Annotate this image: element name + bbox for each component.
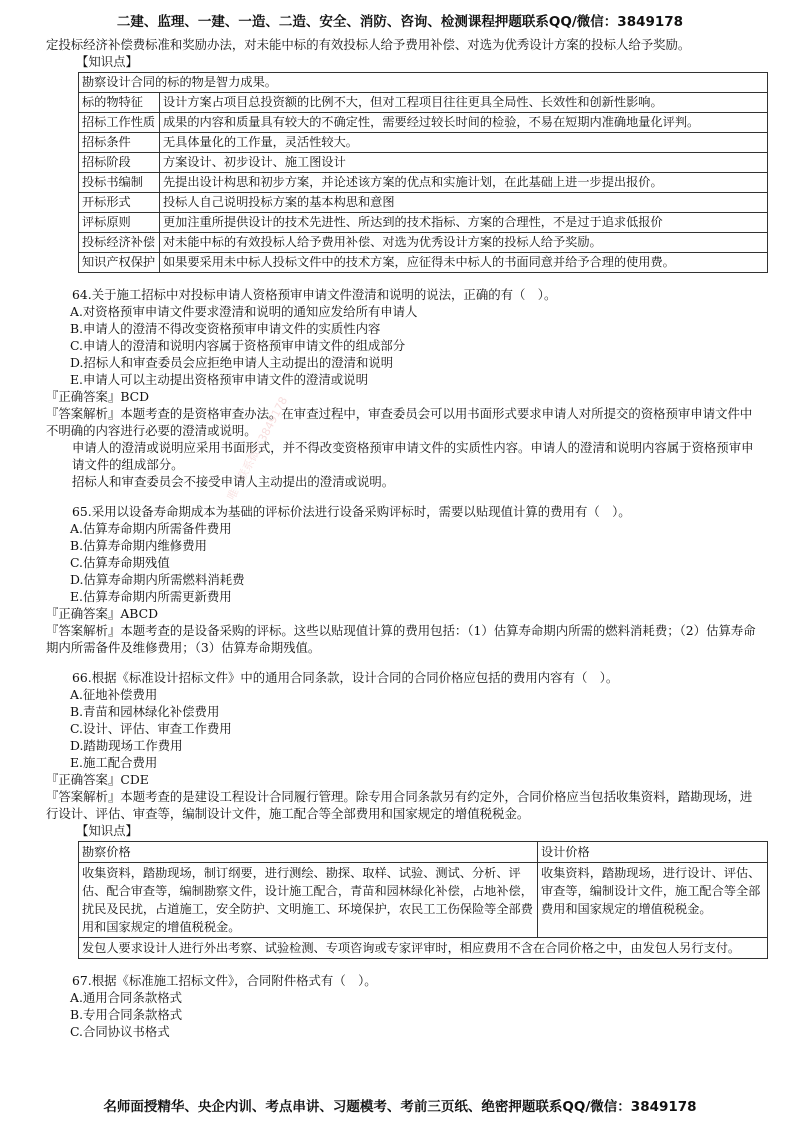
question-stem: 64.关于施工招标中对投标申请人资格预审申请文件澄清和说明的说法，正确的有（ ）。 (72, 287, 557, 302)
option: C.估算寿命期残值 (70, 555, 170, 570)
table-row (79, 153, 768, 173)
page-footer: 名师面授精华、央企内训、考点串讲、习题模考、考前三页纸、绝密押题联系QQ/微信：3849178 (103, 1099, 697, 1115)
answer: 『正确答案』CDE (46, 772, 149, 787)
knowledge-table-2 (78, 841, 768, 959)
option: B.青苗和园林绿化补偿费用 (70, 704, 220, 719)
row-key: 开标形式 (79, 193, 160, 213)
option: C.设计、评估、审查工作费用 (70, 721, 232, 736)
intro-line: 定投标经济补偿费标准和奖励办法，对未能中标的有效投标人给予费用补偿、对选为优秀设计方案的投标人给予奖励。 (46, 37, 691, 52)
question-stem: 65.采用以设备寿命期成本为基础的评标价法进行设备采购评标时，需要以贴现值计算的费用有（ ）。 (72, 504, 631, 519)
answer: 『正确答案』BCD (46, 389, 150, 404)
analysis: 申请人的澄清或说明应采用书面形式，并不得改变资格预审申请文件的实质性内容。申请人的澄清和说明内容属于资格预审申请文件的组成部分。 (72, 440, 754, 472)
row-key: 招标条件 (79, 133, 160, 153)
option: C.申请人的澄清和说明内容属于资格预审申请文件的组成部分 (70, 338, 406, 353)
question-65 (46, 503, 758, 656)
page-header: 二建、监理、一建、一造、二造、安全、消防、咨询、检测课程押题联系QQ/微信：3849178 (116, 14, 684, 30)
analysis: 『答案解析』本题考查的是设备采购的评标。这些以贴现值计算的费用包括：（1）估算寿命期内所需的燃料消耗费；（2）估算寿命期内所需备件及维修费用；（3）估算寿命期残值。 (46, 623, 756, 655)
question-stem: 67.根据《标准施工招标文件》，合同附件格式有（ ）。 (72, 973, 377, 988)
question-66 (46, 669, 758, 822)
row-key: 标的物特征 (79, 93, 160, 113)
table-row (79, 193, 768, 213)
option: E.申请人可以主动提出资格预审申请文件的澄清或说明 (70, 372, 368, 387)
design-price-content: 收集资料，踏勘现场，进行设计、评估、审查等，编制设计文件，施工配合等全部费用和国家规定的增值税税金。 (538, 863, 768, 938)
option: A.通用合同条款格式 (70, 990, 183, 1005)
table-row (79, 233, 768, 253)
table1-title: 勘察设计合同的标的物是智力成果。 (79, 73, 768, 93)
option: A.估算寿命期内所需备件费用 (70, 521, 232, 536)
document-body (46, 36, 761, 1040)
row-key: 评标原则 (79, 213, 160, 233)
analysis: 招标人和审查委员会不接受申请人主动提出的澄清或说明。 (72, 474, 395, 489)
question-67 (46, 972, 758, 1040)
table-row (79, 213, 768, 233)
survey-price-content: 收集资料，踏勘现场，制订纲要，进行测绘、勘探、取样、试验、测试、分析、评估、配合审查等，编制勘察文件，设计施工配合，青苗和园林绿化补偿，占地补偿，扰民及民扰，占道施工，安全防护、文明施工、环境保护，农民工工伤保险等全部费用和国家规定的增值税税金。 (79, 863, 538, 938)
watermark: 唯一联系微信3849178 (224, 394, 291, 503)
knowledge-label: 【知识点】 (76, 54, 138, 69)
row-key: 投标经济补偿 (79, 233, 160, 253)
table-row (79, 113, 768, 133)
option: B.申请人的澄清不得改变资格预审申请文件的实质性内容 (70, 321, 381, 336)
knowledge-table-1 (78, 72, 768, 273)
row-value: 成果的内容和质量具有较大的不确定性，需要经过较长时间的检验，不易在短期内准确地量化评判。 (160, 113, 768, 133)
option: A.对资格预审申请文件要求澄清和说明的通知应发给所有申请人 (70, 304, 418, 319)
row-value: 设计方案占项目总投资额的比例不大，但对工程项目往往更具全局性、长效性和创新性影响。 (160, 93, 768, 113)
option: A.征地补偿费用 (70, 687, 158, 702)
option: D.估算寿命期内所需燃料消耗费 (70, 572, 245, 587)
table-row (79, 133, 768, 153)
row-key: 招标阶段 (79, 153, 160, 173)
question-64 (46, 286, 758, 490)
row-value: 投标人自己说明投标方案的基本构思和意图 (160, 193, 768, 213)
table-row (79, 173, 768, 193)
analysis: 『答案解析』本题考查的是建设工程设计合同履行管理。除专用合同条款另有约定外，合同价格应当包括收集资料，踏勘现场，进行设计、评估、审查等，编制设计文件，施工配合等全部费用和国家规定的增值税税金。 (46, 789, 753, 821)
row-key: 投标书编制 (79, 173, 160, 193)
option: B.估算寿命期内维修费用 (70, 538, 207, 553)
table-row (79, 253, 768, 273)
option: E.估算寿命期内所需更新费用 (70, 589, 232, 604)
answer: 『正确答案』ABCD (46, 606, 159, 621)
question-stem: 66.根据《标准设计招标文件》中的通用合同条款，设计合同的合同价格应包括的费用内容有（ ）。 (72, 670, 619, 685)
row-key: 知识产权保护 (79, 253, 160, 273)
option: D.招标人和审查委员会应拒绝申请人主动提出的澄清和说明 (70, 355, 394, 370)
row-value: 如果要采用未中标人投标文件中的技术方案，应征得未中标人的书面同意并给予合理的使用费。 (160, 253, 768, 273)
option: C.合同协议书格式 (70, 1024, 170, 1039)
knowledge-label: 【知识点】 (76, 823, 138, 838)
row-value: 先提出设计构思和初步方案，并论述该方案的优点和实施计划，在此基础上进一步提出报价。 (160, 173, 768, 193)
option: B.专用合同条款格式 (70, 1007, 183, 1022)
row-value: 更加注重所提供设计的技术先进性、所达到的技术指标、方案的合理性，不是过于追求低报价 (160, 213, 768, 233)
row-value: 对未能中标的有效投标人给予费用补偿、对选为优秀设计方案的投标人给予奖励。 (160, 233, 768, 253)
analysis: 『答案解析』本题考查的是资格审查办法。在审查过程中，审查委员会可以用书面形式要求申请人对所提交的资格预审申请文件中不明确的内容进行必要的澄清或说明。 (46, 406, 753, 438)
table-row (79, 93, 768, 113)
row-value: 方案设计、初步设计、施工图设计 (160, 153, 768, 173)
header-survey-price: 勘察价格 (79, 842, 538, 863)
row-key: 招标工作性质 (79, 113, 160, 133)
table2-note: 发包人要求设计人进行外出考察、试验检测、专项咨询或专家评审时，相应费用不含在合同价格之中，由发包人另行支付。 (79, 938, 768, 959)
row-value: 无具体量化的工作量，灵活性较大。 (160, 133, 768, 153)
option: D.踏勘现场工作费用 (70, 738, 183, 753)
option: E.施工配合费用 (70, 755, 158, 770)
header-design-price: 设计价格 (538, 842, 768, 863)
